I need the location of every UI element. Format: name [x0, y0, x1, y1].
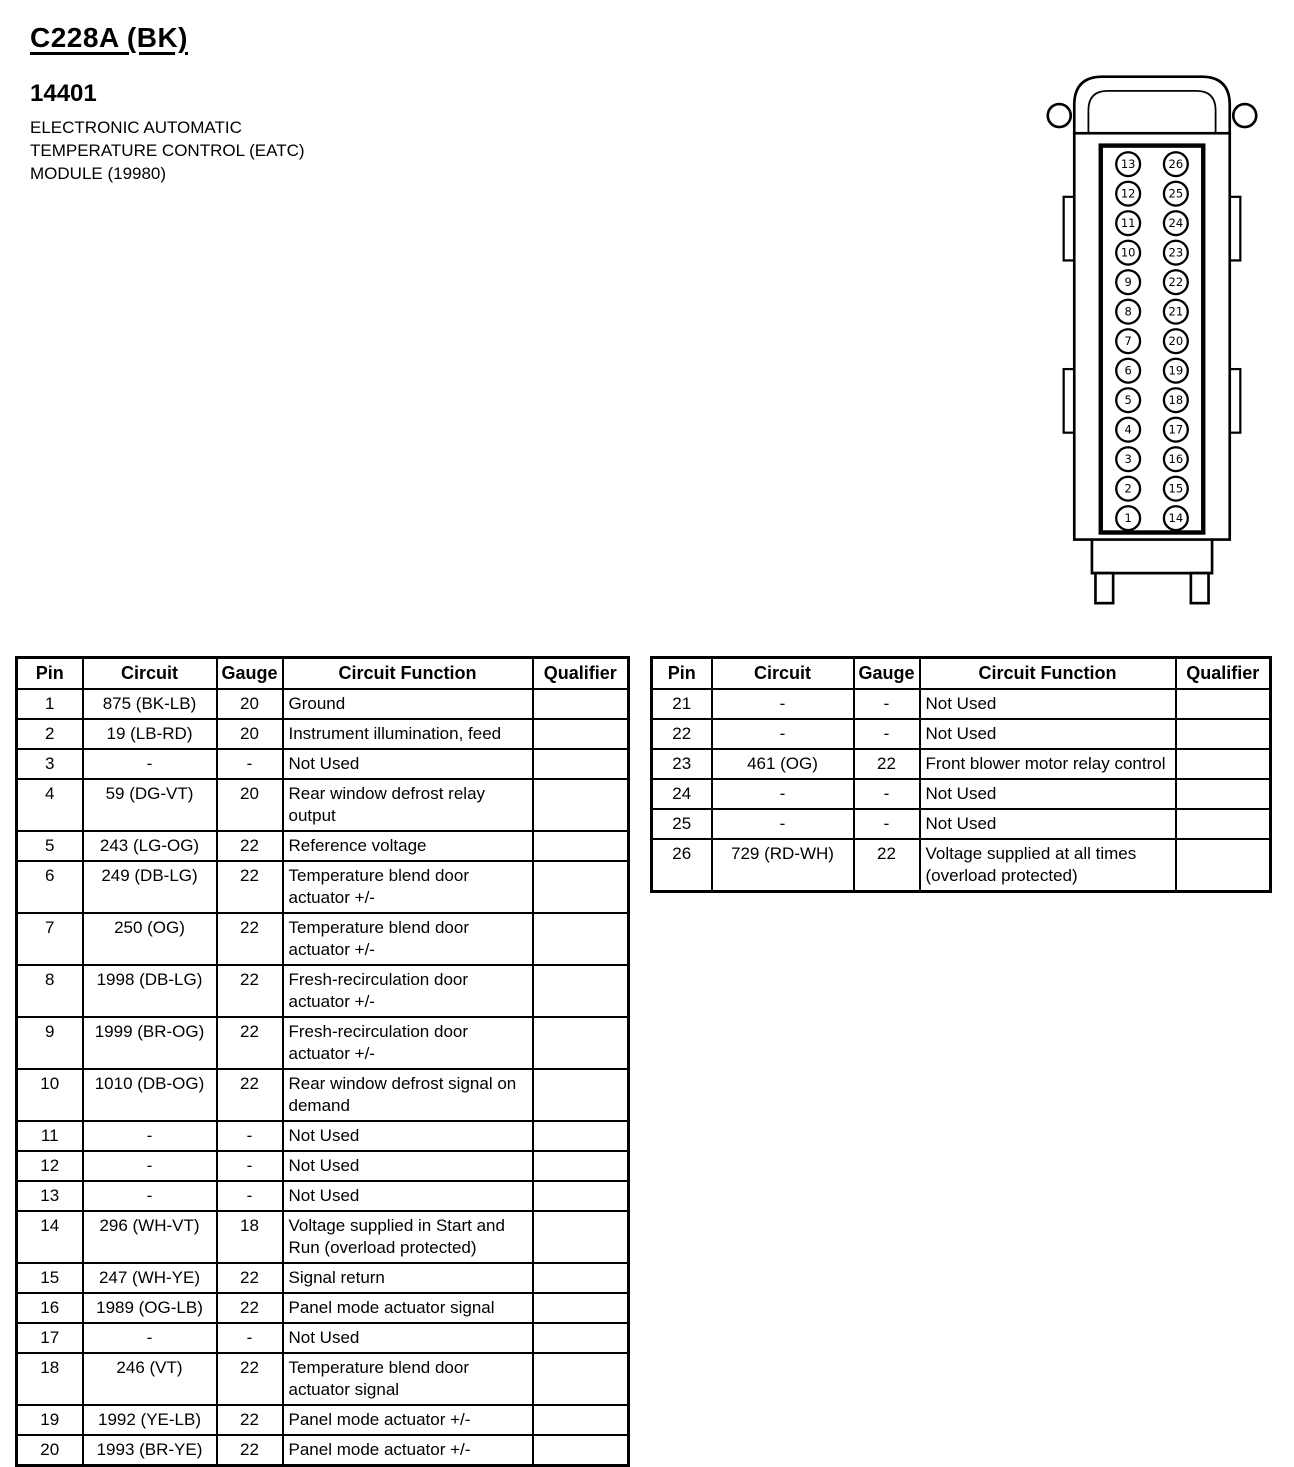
cell-function: Not Used [283, 1121, 533, 1151]
col-header-function: Circuit Function [920, 658, 1176, 690]
cell-gauge: - [217, 1151, 283, 1181]
connector-pin-label: 26 [1168, 157, 1184, 172]
connector-pin-label: 6 [1124, 363, 1132, 378]
col-header-pin: Pin [17, 658, 83, 690]
cell-gauge: - [217, 1121, 283, 1151]
module-description-line: TEMPERATURE CONTROL (EATC) [30, 141, 305, 160]
cell-pin: 20 [17, 1435, 83, 1466]
cell-circuit: 247 (WH-YE) [83, 1263, 217, 1293]
cell-pin: 10 [17, 1069, 83, 1121]
cell-qualifier [533, 861, 629, 913]
connector-side-tab [1230, 197, 1241, 261]
connector-side-tab [1064, 197, 1075, 261]
connector-id-title: C228A (BK) [30, 22, 188, 53]
cell-gauge: 22 [217, 861, 283, 913]
col-header-pin: Pin [652, 658, 712, 690]
cell-pin: 13 [17, 1181, 83, 1211]
cell-qualifier [533, 689, 629, 719]
pinout-table-right [650, 656, 1272, 893]
table-row [652, 689, 1271, 719]
connector-pin-label: 14 [1168, 511, 1184, 526]
cell-qualifier [1176, 839, 1271, 892]
connector-pin-label: 21 [1168, 304, 1184, 319]
cell-gauge: 22 [217, 1263, 283, 1293]
cell-gauge: 22 [217, 1017, 283, 1069]
cell-circuit: - [83, 1323, 217, 1353]
cell-gauge: 22 [217, 1353, 283, 1405]
cell-gauge: 22 [217, 913, 283, 965]
cell-pin: 16 [17, 1293, 83, 1323]
cell-circuit: 1010 (DB-OG) [83, 1069, 217, 1121]
cell-qualifier [1176, 779, 1271, 809]
cell-qualifier [1176, 749, 1271, 779]
module-description-line: MODULE (19980) [30, 164, 167, 183]
table-row [17, 965, 629, 1017]
cell-qualifier [533, 1121, 629, 1151]
col-header-gauge: Gauge [217, 658, 283, 690]
connector-pin-label: 17 [1168, 422, 1184, 437]
connector-foot [1095, 573, 1113, 603]
cell-gauge: 22 [217, 831, 283, 861]
cell-function: Not Used [283, 1181, 533, 1211]
table-row [17, 1181, 629, 1211]
cell-circuit: 1999 (BR-OG) [83, 1017, 217, 1069]
table-row [17, 1405, 629, 1435]
col-header-gauge: Gauge [854, 658, 920, 690]
cell-qualifier [1176, 809, 1271, 839]
table-row [17, 1211, 629, 1263]
cell-qualifier [533, 1263, 629, 1293]
cell-circuit: - [83, 749, 217, 779]
col-header-circuit: Circuit [712, 658, 854, 690]
table-row [652, 749, 1271, 779]
connector-pin-label: 2 [1124, 481, 1132, 496]
cell-gauge: - [217, 749, 283, 779]
cell-circuit: - [83, 1151, 217, 1181]
cell-circuit: 249 (DB-LG) [83, 861, 217, 913]
cell-circuit: 1998 (DB-LG) [83, 965, 217, 1017]
cell-function: Reference voltage [283, 831, 533, 861]
cell-function: Not Used [920, 809, 1176, 839]
cell-gauge: - [854, 689, 920, 719]
cell-gauge: 22 [854, 839, 920, 892]
cell-function: Temperature blend door actuator +/- [283, 913, 533, 965]
cell-gauge: - [217, 1181, 283, 1211]
cell-function: Voltage supplied at all times (overload protected) [920, 839, 1176, 892]
cell-qualifier [533, 1293, 629, 1323]
cell-circuit: 243 (LG-OG) [83, 831, 217, 861]
cell-pin: 6 [17, 861, 83, 913]
cell-qualifier [533, 1353, 629, 1405]
cell-pin: 12 [17, 1151, 83, 1181]
connector-bottom-bracket [1092, 540, 1212, 574]
cell-pin: 26 [652, 839, 712, 892]
cell-function: Not Used [920, 779, 1176, 809]
table-header-row [17, 658, 629, 690]
cell-gauge: 20 [217, 779, 283, 831]
cell-pin: 14 [17, 1211, 83, 1263]
cell-circuit: - [712, 809, 854, 839]
cell-circuit: - [712, 779, 854, 809]
cell-function: Not Used [920, 719, 1176, 749]
cell-gauge: 22 [854, 749, 920, 779]
cell-function: Rear window defrost relay output [283, 779, 533, 831]
connector-pin-label: 1 [1124, 511, 1132, 526]
cell-function: Panel mode actuator +/- [283, 1435, 533, 1466]
cell-function: Instrument illumination, feed [283, 719, 533, 749]
cell-gauge: - [854, 779, 920, 809]
cell-function: Rear window defrost signal on demand [283, 1069, 533, 1121]
cell-function: Not Used [283, 1151, 533, 1181]
cell-pin: 21 [652, 689, 712, 719]
cell-circuit: 59 (DG-VT) [83, 779, 217, 831]
cell-qualifier [533, 1211, 629, 1263]
connector-ear-left [1048, 104, 1071, 127]
cell-function: Signal return [283, 1263, 533, 1293]
cell-qualifier [1176, 719, 1271, 749]
pinout-table-left-wrap [15, 656, 630, 1467]
table-row [652, 839, 1271, 892]
table-row [17, 1069, 629, 1121]
cell-circuit: - [83, 1181, 217, 1211]
cell-pin: 7 [17, 913, 83, 965]
cell-function: Panel mode actuator +/- [283, 1405, 533, 1435]
connector-pin-label: 13 [1120, 157, 1136, 172]
col-header-qualifier: Qualifier [533, 658, 629, 690]
cell-pin: 17 [17, 1323, 83, 1353]
connector-pin-label: 23 [1168, 245, 1184, 260]
cell-function: Not Used [920, 689, 1176, 719]
table-row [17, 749, 629, 779]
table-row [17, 1017, 629, 1069]
cell-pin: 1 [17, 689, 83, 719]
connector-pin-label: 19 [1168, 363, 1184, 378]
table-row [17, 1151, 629, 1181]
cell-qualifier [533, 1323, 629, 1353]
table-row [17, 913, 629, 965]
cell-pin: 2 [17, 719, 83, 749]
table-row [17, 861, 629, 913]
pinout-table-right-wrap [650, 656, 1272, 893]
table-row [652, 779, 1271, 809]
cell-gauge: 22 [217, 1405, 283, 1435]
cell-pin: 15 [17, 1263, 83, 1293]
table-row [17, 1121, 629, 1151]
module-description-line: ELECTRONIC AUTOMATIC [30, 118, 242, 137]
cell-gauge: 22 [217, 965, 283, 1017]
connector-pin-label: 20 [1168, 334, 1184, 349]
connector-ear-right [1233, 104, 1256, 127]
cell-pin: 23 [652, 749, 712, 779]
cell-qualifier [533, 913, 629, 965]
cell-gauge: 20 [217, 689, 283, 719]
cell-circuit: - [83, 1121, 217, 1151]
cell-circuit: 1992 (YE-LB) [83, 1405, 217, 1435]
cell-function: Temperature blend door actuator signal [283, 1353, 533, 1405]
table-row [17, 1293, 629, 1323]
cell-gauge: 18 [217, 1211, 283, 1263]
cell-function: Temperature blend door actuator +/- [283, 861, 533, 913]
cell-circuit: 296 (WH-VT) [83, 1211, 217, 1263]
cell-circuit: 729 (RD-WH) [712, 839, 854, 892]
connector-pin-label: 9 [1124, 275, 1132, 290]
page-header [30, 22, 305, 185]
cell-pin: 24 [652, 779, 712, 809]
cell-circuit: 19 (LB-RD) [83, 719, 217, 749]
cell-qualifier [533, 1069, 629, 1121]
connector-side-tab [1064, 369, 1075, 433]
cell-pin: 18 [17, 1353, 83, 1405]
cell-pin: 3 [17, 749, 83, 779]
cell-pin: 8 [17, 965, 83, 1017]
connector-side-tab [1230, 369, 1241, 433]
col-header-circuit: Circuit [83, 658, 217, 690]
cell-function: Voltage supplied in Start and Run (overload protected) [283, 1211, 533, 1263]
connector-top-cap-inner [1088, 91, 1215, 135]
connector-pin-label: 7 [1124, 334, 1132, 349]
cell-pin: 25 [652, 809, 712, 839]
table-row [17, 719, 629, 749]
connector-pin-label: 5 [1124, 393, 1132, 408]
table-row [17, 779, 629, 831]
cell-pin: 9 [17, 1017, 83, 1069]
connector-diagram [1046, 64, 1258, 630]
cell-qualifier [533, 831, 629, 861]
cell-gauge: - [854, 719, 920, 749]
cell-circuit: 461 (OG) [712, 749, 854, 779]
table-header-row [652, 658, 1271, 690]
col-header-function: Circuit Function [283, 658, 533, 690]
cell-circuit: - [712, 719, 854, 749]
cell-function: Not Used [283, 749, 533, 779]
cell-qualifier [533, 965, 629, 1017]
cell-circuit: 250 (OG) [83, 913, 217, 965]
connector-pin-label: 15 [1168, 481, 1184, 496]
cell-function: Not Used [283, 1323, 533, 1353]
table-row [17, 1353, 629, 1405]
cell-gauge: 20 [217, 719, 283, 749]
cell-qualifier [533, 1405, 629, 1435]
cell-qualifier [533, 1017, 629, 1069]
connector-pin-label: 22 [1168, 275, 1184, 290]
cell-circuit: 1993 (BR-YE) [83, 1435, 217, 1466]
cell-pin: 4 [17, 779, 83, 831]
connector-pin-label: 18 [1168, 393, 1184, 408]
table-row [652, 719, 1271, 749]
cell-gauge: 22 [217, 1069, 283, 1121]
table-row [17, 1323, 629, 1353]
cell-gauge: - [854, 809, 920, 839]
connector-pin-label: 11 [1120, 216, 1136, 231]
connector-pin-label: 4 [1124, 422, 1132, 437]
cell-qualifier [533, 1181, 629, 1211]
part-number: 14401 [30, 80, 97, 107]
col-header-qualifier: Qualifier [1176, 658, 1271, 690]
connector-foot [1191, 573, 1209, 603]
connector-pin-label: 10 [1120, 245, 1136, 260]
cell-function: Ground [283, 689, 533, 719]
cell-gauge: - [217, 1323, 283, 1353]
cell-function: Fresh-recirculation door actuator +/- [283, 965, 533, 1017]
cell-gauge: 22 [217, 1293, 283, 1323]
cell-function: Panel mode actuator signal [283, 1293, 533, 1323]
pinout-table-left [15, 656, 630, 1467]
connector-pin-label: 3 [1124, 452, 1132, 467]
connector-pin-label: 24 [1168, 216, 1184, 231]
cell-circuit: - [712, 689, 854, 719]
cell-function: Front blower motor relay control [920, 749, 1176, 779]
cell-qualifier [1176, 689, 1271, 719]
table-row [17, 689, 629, 719]
connector-pin-label: 8 [1124, 304, 1132, 319]
cell-gauge: 22 [217, 1435, 283, 1466]
cell-pin: 22 [652, 719, 712, 749]
table-row [17, 831, 629, 861]
cell-circuit: 246 (VT) [83, 1353, 217, 1405]
connector-pin-label: 12 [1120, 186, 1136, 201]
cell-qualifier [533, 779, 629, 831]
table-row [17, 1263, 629, 1293]
cell-pin: 19 [17, 1405, 83, 1435]
cell-qualifier [533, 749, 629, 779]
cell-qualifier [533, 719, 629, 749]
cell-pin: 5 [17, 831, 83, 861]
connector-pin-label: 16 [1168, 452, 1184, 467]
table-row [652, 809, 1271, 839]
module-description [30, 116, 305, 185]
cell-circuit: 875 (BK-LB) [83, 689, 217, 719]
connector-pin-label: 25 [1168, 186, 1184, 201]
cell-circuit: 1989 (OG-LB) [83, 1293, 217, 1323]
cell-function: Fresh-recirculation door actuator +/- [283, 1017, 533, 1069]
cell-pin: 11 [17, 1121, 83, 1151]
cell-qualifier [533, 1151, 629, 1181]
